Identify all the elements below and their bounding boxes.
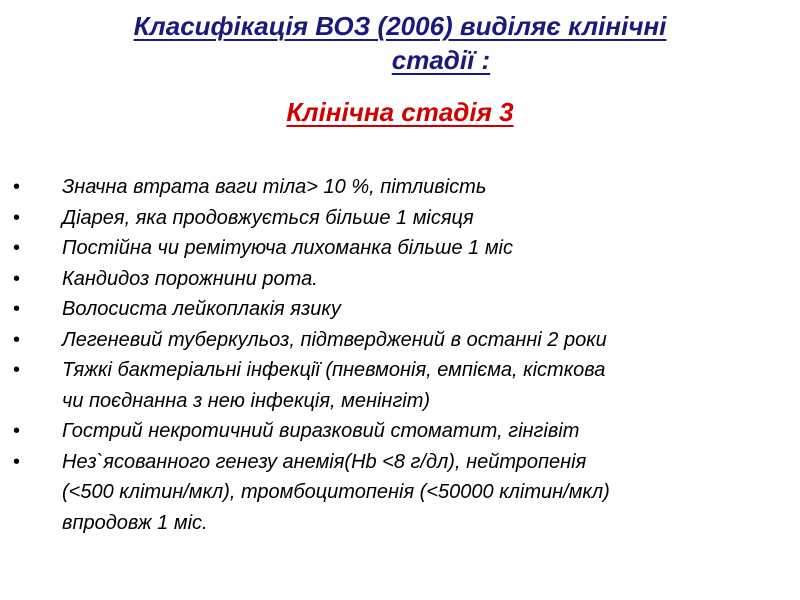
bullet-text: Тяжкі бактеріальні інфекції (пневмонія, емпієма, кісткова — [62, 359, 606, 381]
title-line-2: стадії : — [391, 45, 491, 75]
bullet-text: (<500 клітин/мкл), тромбоцитопенія (<50000 клітин/мкл) — [62, 481, 610, 503]
bullet-dot: • — [13, 450, 21, 473]
bullet-text: Легеневий туберкульоз, підтверджений в останні 2 роки — [62, 328, 607, 351]
bullet-text: Волосиста лейкоплакія язику — [62, 298, 341, 320]
bullet-dot: • — [13, 359, 21, 381]
bullet-text: Діарея, яка продовжується більше 1 місяця — [62, 206, 474, 229]
bullet-text: впродовж 1 міс. — [62, 511, 208, 534]
bullet-dot: • — [13, 206, 21, 229]
title-line-1: Класифікація ВОЗ (2006) виділяє клінічні — [133, 11, 667, 41]
subtitle-text: Клінічна стадія 3 — [286, 97, 514, 127]
bullet-dot: • — [13, 267, 21, 290]
bullet-text: чи поєднанна з нею інфекція, менінгіт) — [62, 389, 431, 412]
bullet-dot: • — [13, 298, 21, 320]
bullet-text: Гострий некротичний виразковий стоматит, гінгівіт — [62, 420, 580, 442]
bullet-dot: • — [13, 328, 21, 351]
bullet-text: Нез`ясованного генезу анемія(Hb <8 г/дл), нейтропенія — [62, 450, 587, 473]
bullet-text: Кандидоз порожнини рота. — [62, 267, 318, 290]
bullet-dot: • — [13, 420, 21, 442]
bullet-dot: • — [13, 237, 21, 259]
bullet-text: Значна втрата ваги тіла> 10 %, пітливість — [62, 176, 487, 198]
bullet-text: Постійна чи ремітуюча лихоманка більше 1 міс — [62, 237, 513, 259]
bullet-dot: • — [13, 176, 21, 198]
